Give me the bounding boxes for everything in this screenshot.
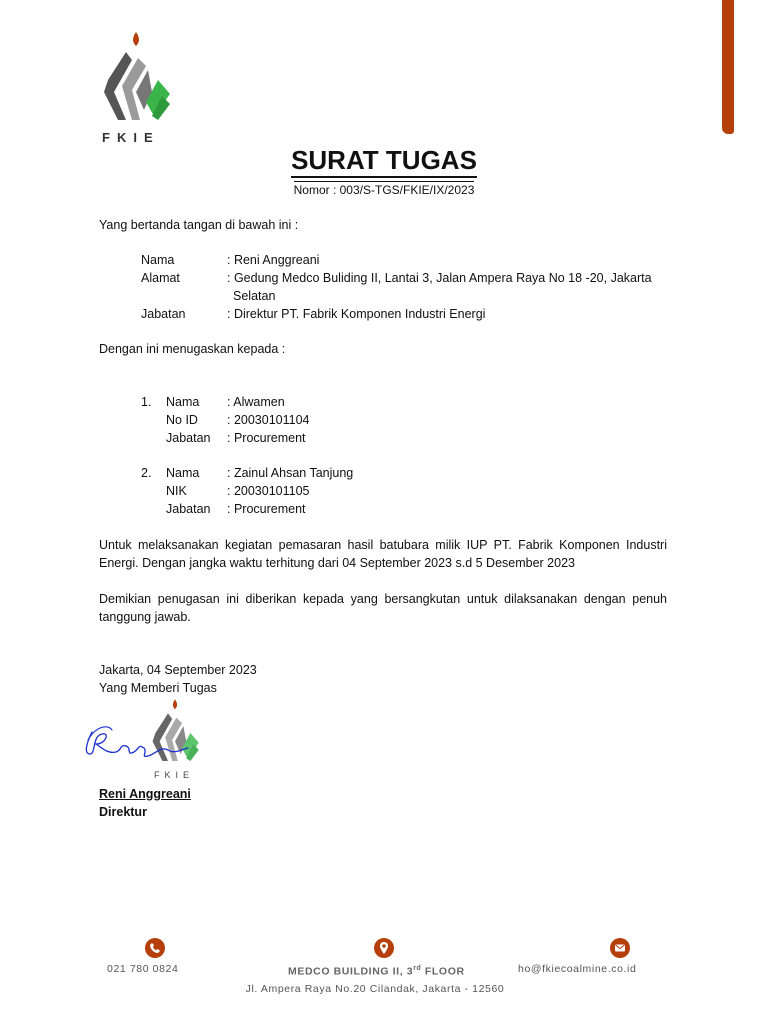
assignee-id-row: NIK : 20030101105: [166, 484, 310, 498]
assignee-position-row: Jabatan : Procurement: [166, 431, 306, 445]
signer-name-row: Nama : Reni Anggreani: [141, 253, 320, 267]
document-number: Nomor : 003/S-TGS/FKIE/IX/2023: [293, 183, 475, 197]
intro-text: Yang bertanda tangan di bawah ini :: [99, 218, 299, 232]
document-title: SURAT TUGAS: [0, 144, 768, 176]
stamp-text: FKIE: [154, 770, 195, 780]
list-number: 2.: [141, 466, 152, 480]
handwritten-signature: [82, 714, 192, 764]
footer-email[interactable]: ho@fkiecoalmine.co.id: [518, 963, 637, 975]
signatory-position: Direktur: [99, 805, 147, 819]
email-icon: [610, 938, 630, 958]
footer-phone: 021 780 0824: [107, 963, 179, 975]
purpose-paragraph: Untuk melaksanakan kegiatan pemasaran hasil batubara milik IUP PT. Fabrik Komponen Industri Energi. Dengan jangka waktu terhitung dari 04 September 2023 s.d 5 Desember 2023: [99, 538, 667, 570]
phone-icon: [145, 938, 165, 958]
assignee-id-row: No ID : 20030101104: [166, 413, 310, 427]
giver-label: Yang Memberi Tugas: [99, 681, 217, 695]
assignee-name-row: Nama : Zainul Ahsan Tanjung: [166, 466, 354, 480]
company-logo: [96, 30, 176, 130]
signer-address-row: Alamat : Gedung Medco Buliding II, Lantai 3, Jalan Ampera Raya No 18 -20, Jakarta Selatan: [141, 271, 652, 303]
logo-text: FKIE: [102, 130, 160, 145]
closing-paragraph: Demikian penugasan ini diberikan kepada yang bersangkutan untuk dilaksanakan dengan penuh tanggung jawab.: [99, 592, 667, 624]
footer-building: MEDCO BUILDING II, 3rd FLOOR: [288, 965, 465, 978]
signer-details: [141, 251, 667, 323]
assign-intro-text: Dengan ini menugaskan kepada :: [99, 342, 286, 356]
place-date: Jakarta, 04 September 2023: [99, 663, 257, 677]
assignee-name-row: Nama : Alwamen: [166, 395, 285, 409]
list-number: 1.: [141, 395, 152, 409]
signer-position-row: Jabatan : Direktur PT. Fabrik Komponen Industri Energi: [141, 307, 486, 321]
footer-address: Jl. Ampera Raya No.20 Cilandak, Jakarta - 12560: [245, 983, 505, 995]
assignee-position-row: Jabatan : Procurement: [166, 502, 306, 516]
accent-bar: [722, 0, 734, 134]
location-pin-icon: [374, 938, 394, 958]
signatory-name: Reni Anggreani: [99, 787, 191, 801]
